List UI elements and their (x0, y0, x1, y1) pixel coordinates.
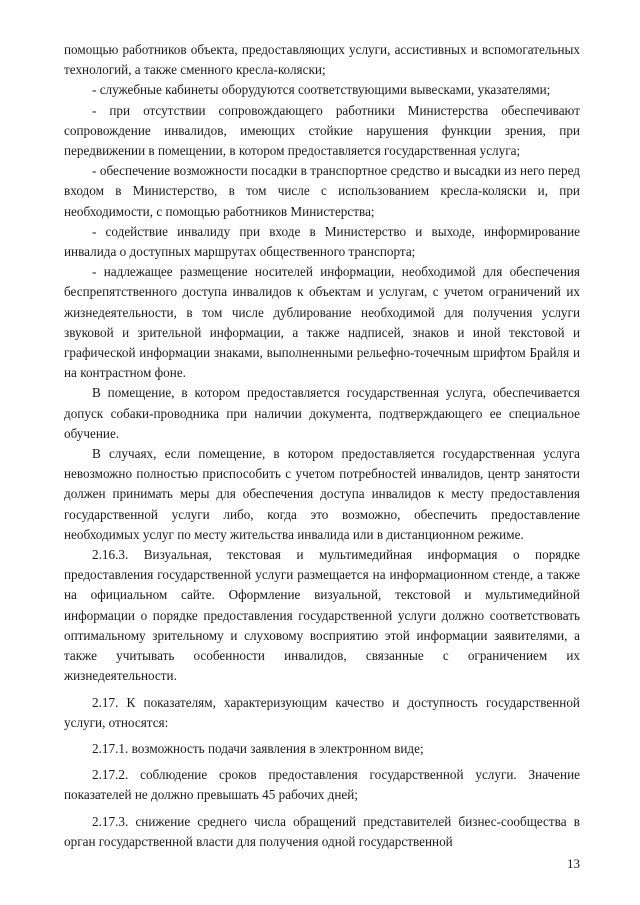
paragraph-2-17-3: 2.17.3. снижение среднего числа обращений представителей бизнес-сообщества в орган государственной власти для получения одной государственной (64, 813, 580, 849)
paragraph-transport: - обеспечение возможности посадки в транспортное средство и высадки из него перед входом в Министерство, в том числе с использованием кресла-коляски и, при необходимости, с помощью работников Министерства; (64, 163, 580, 219)
paragraph-remote-service: В случаях, если помещение, в котором предоставляется государственная услуга невозможно полностью приспособить с учетом потребностей инвалидов, центр занятости должен принимать меры для обеспечения доступа инвалидов к месту предоставления государственной услуги либо, когда это возможно, обеспечить предоставление необходимых услуг по месту жительства инвалида или в дистанционном режиме. (64, 446, 580, 542)
paragraph-information-placement: - надлежащее размещение носителей информации, необходимой для обеспечения беспрепятственного доступа инвалидов к объектам и услугам, с учетом ограничений их жизнедеятельности, в том числе дублирование необходимой для получения услуги звуковой и зрительной информации, а также надписей, знаков и иной текстовой и графической информации знаками, выполненными рельефно-точечным шрифтом Брайля и на контрастном фоне. (64, 264, 580, 381)
paragraph-escort: - при отсутствии сопровождающего работники Министерства обеспечивают сопровождение инвалидов, имеющих стойкие нарушения функции зрения, при передвижении в помещении, в котором предоставляется государственная услуга; (64, 102, 580, 159)
paragraph-service-offices: - служебные кабинеты оборудуются соответствующими вывесками, указателями; (92, 82, 551, 98)
paragraph-guide-dog: В помещение, в котором предоставляется государственная услуга, обеспечивается допуск собаки-проводника при наличии документа, подтверждающего ее специальное обучение. (64, 385, 580, 441)
paragraph-continuation: помощью работников объекта, предоставляющих услуги, ассистивных и вспомогательных технологий, а также сменного кресла-коляски; (64, 42, 580, 78)
paragraph-2-17-2: 2.17.2. соблюдение сроков предоставления государственной услуги. Значение показателей не должно превышать 45 рабочих дней; (64, 767, 580, 803)
paragraph-2-17: 2.17. К показателям, характеризующим качество и доступность государственной услуги, относятся: (64, 694, 580, 730)
paragraph-2-17-1: 2.17.1. возможность подачи заявления в электронном виде; (92, 740, 424, 756)
page-number: 13 (567, 856, 580, 871)
paragraph-entrance-assistance: - содействие инвалиду при входе в Министерство и выходе, информирование инвалида о доступных маршрутах общественного транспорта; (64, 223, 580, 260)
paragraph-2-16-3: 2.16.3. Визуальная, текстовая и мультимедийная информация о порядке предоставления государственной услуги размещается на информационном стенде, а также на официальном сайте. Оформление визуальной, текстовой и мультимедийной информации о порядке предоставления государственной услуги должно соответствовать оптимальному зрительному и слуховому восприятию этой информации заявителями, а также учитывать особенности инвалидов, связанные с ограничением их жизнедеятельности. (64, 547, 580, 684)
